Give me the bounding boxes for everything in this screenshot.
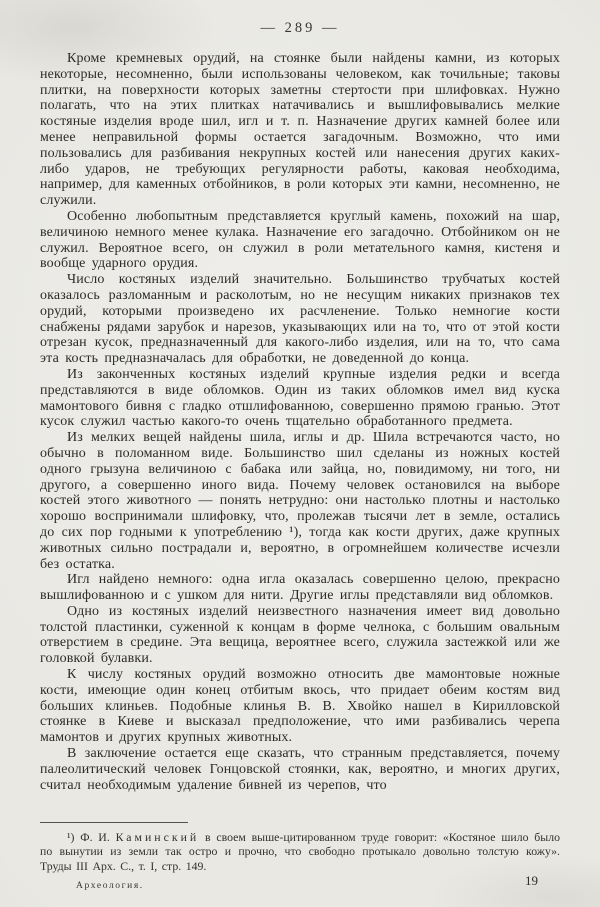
paragraph: Одно из костяных изделий неизвестного назначения имеет вид довольно толстой пластинки, суженной к концам в форме челнока, с большим овальным отверстием в средине. Эта вещица, вероятнее всего, служила застежкой или же головкой булавки. <box>40 603 560 667</box>
footnote-author: Каминский <box>115 829 200 844</box>
paragraph: Из законченных костяных изделий крупные изделия редки и всегда представляются в виде обломков. Один из таких обломков имел вид куска мамонтового бивня с гладко отшлифованною, совершенно прямою гранью. Этот кусок служил частью какого-то очень тщательно обработанного предмета. <box>40 366 560 430</box>
footnote-separator <box>40 822 188 823</box>
paragraph: Кроме кремневых орудий, на стоянке были найдены камни, из которых некоторые, несомненно, были использованы человеком, как точильные; таковы плитки, на поверхности которых заметны стертости при шлифовках. Нужно полагать, что на этих плитках натачивались и вышлифовывались мелкие костяные изделия вроде шил, игл и т. п. Назначение других камней более или менее неправильной формы остается загадочным. Возможно, что ими пользовались для разбивания некрупных костей или нанесения других каких-либо ударов, не требующих регулярности работы, каковая необходима, например, для каменных отбойников, в роли которых эти камни, несомненно, не служили. <box>40 51 560 209</box>
page-number: — 289 — <box>260 20 340 36</box>
paragraph: В заключение остается еще сказать, что странным представляется, почему палеолитический человек Гонцовской стоянки, как, вероятно, и многих других, считал необходимым удаление бивней из черепов, что <box>40 746 560 793</box>
paragraph: К числу костяных орудий возможно относить две мамонтовые ножные кости, имеющие один конец отбитым вкось, что придает обеим костям вид больших клиньев. Подобные клинья В. В. Хвойко нашел в Кирилловской стоянке в Киеве и высказал предположение, что ими разбивались черепа мамонтов и других крупных животных. <box>40 667 560 746</box>
page-body <box>40 51 560 793</box>
footnote-text: в своем выше-цитированном труде говорит: «Костяное шило было по вынутии из земли так остро и прочно, что свободно протыкало довольно толстую кожу». Труды III Арх. С., т. I, стр. 149. <box>40 829 560 873</box>
footnote-block <box>40 822 560 873</box>
paragraph: Особенно любопытным представляется круглый камень, похожий на шар, величиною немного менее кулака. Назначение его загадочно. Отбойником он не служил. Вероятное всего, он служил в роли метательного камня, кистеня и вообще ударного орудия. <box>40 208 560 272</box>
footnote-marker: ¹) Ф. И. <box>67 829 116 844</box>
catchword: Археология. <box>76 881 144 891</box>
paragraph: Из мелких вещей найдены шила, иглы и др. Шила встречаются часто, но обычно в поломанном виде. Большинство шил сделаны из ножных костей одного грызуна величиною с бабака или зайца, но, повидимому, ни того, ни другого, а совершенно иного вида. Почему человек остановился на выборе костей этого животного — понять нетрудно: они настолько плотны и настолько хорошо воспринимали шлифовку, что, пролежав тысячи лет в земле, остались до сих пор годными к употреблению ¹), тогда как кости других, даже крупных животных сильно пострадали и, вероятно, в огромнейшем количестве исчезли без остатка. <box>40 430 560 572</box>
signature-number: 19 <box>525 873 538 888</box>
paragraph: Число костяных изделий значительно. Большинство трубчатых костей оказалось разломанным и расколотым, но не несущим никаких признаков тех орудий, которыми произведено их расчленение. Только немногие кости снабжены рядами зарубок и нарезов, указывающих или на то, что от этой кости отрезан кусок, предназначенный для какого-либо изделия, или на то, что сама эта кость предназначалась для обработки, не доведенной до конца. <box>40 272 560 367</box>
paragraph: Игл найдено немного: одна игла оказалась совершенно целою, прекрасно вышлифованною и с ушком для нити. Другие иглы представляли вид обломков. <box>40 572 560 604</box>
footnote <box>40 830 560 873</box>
